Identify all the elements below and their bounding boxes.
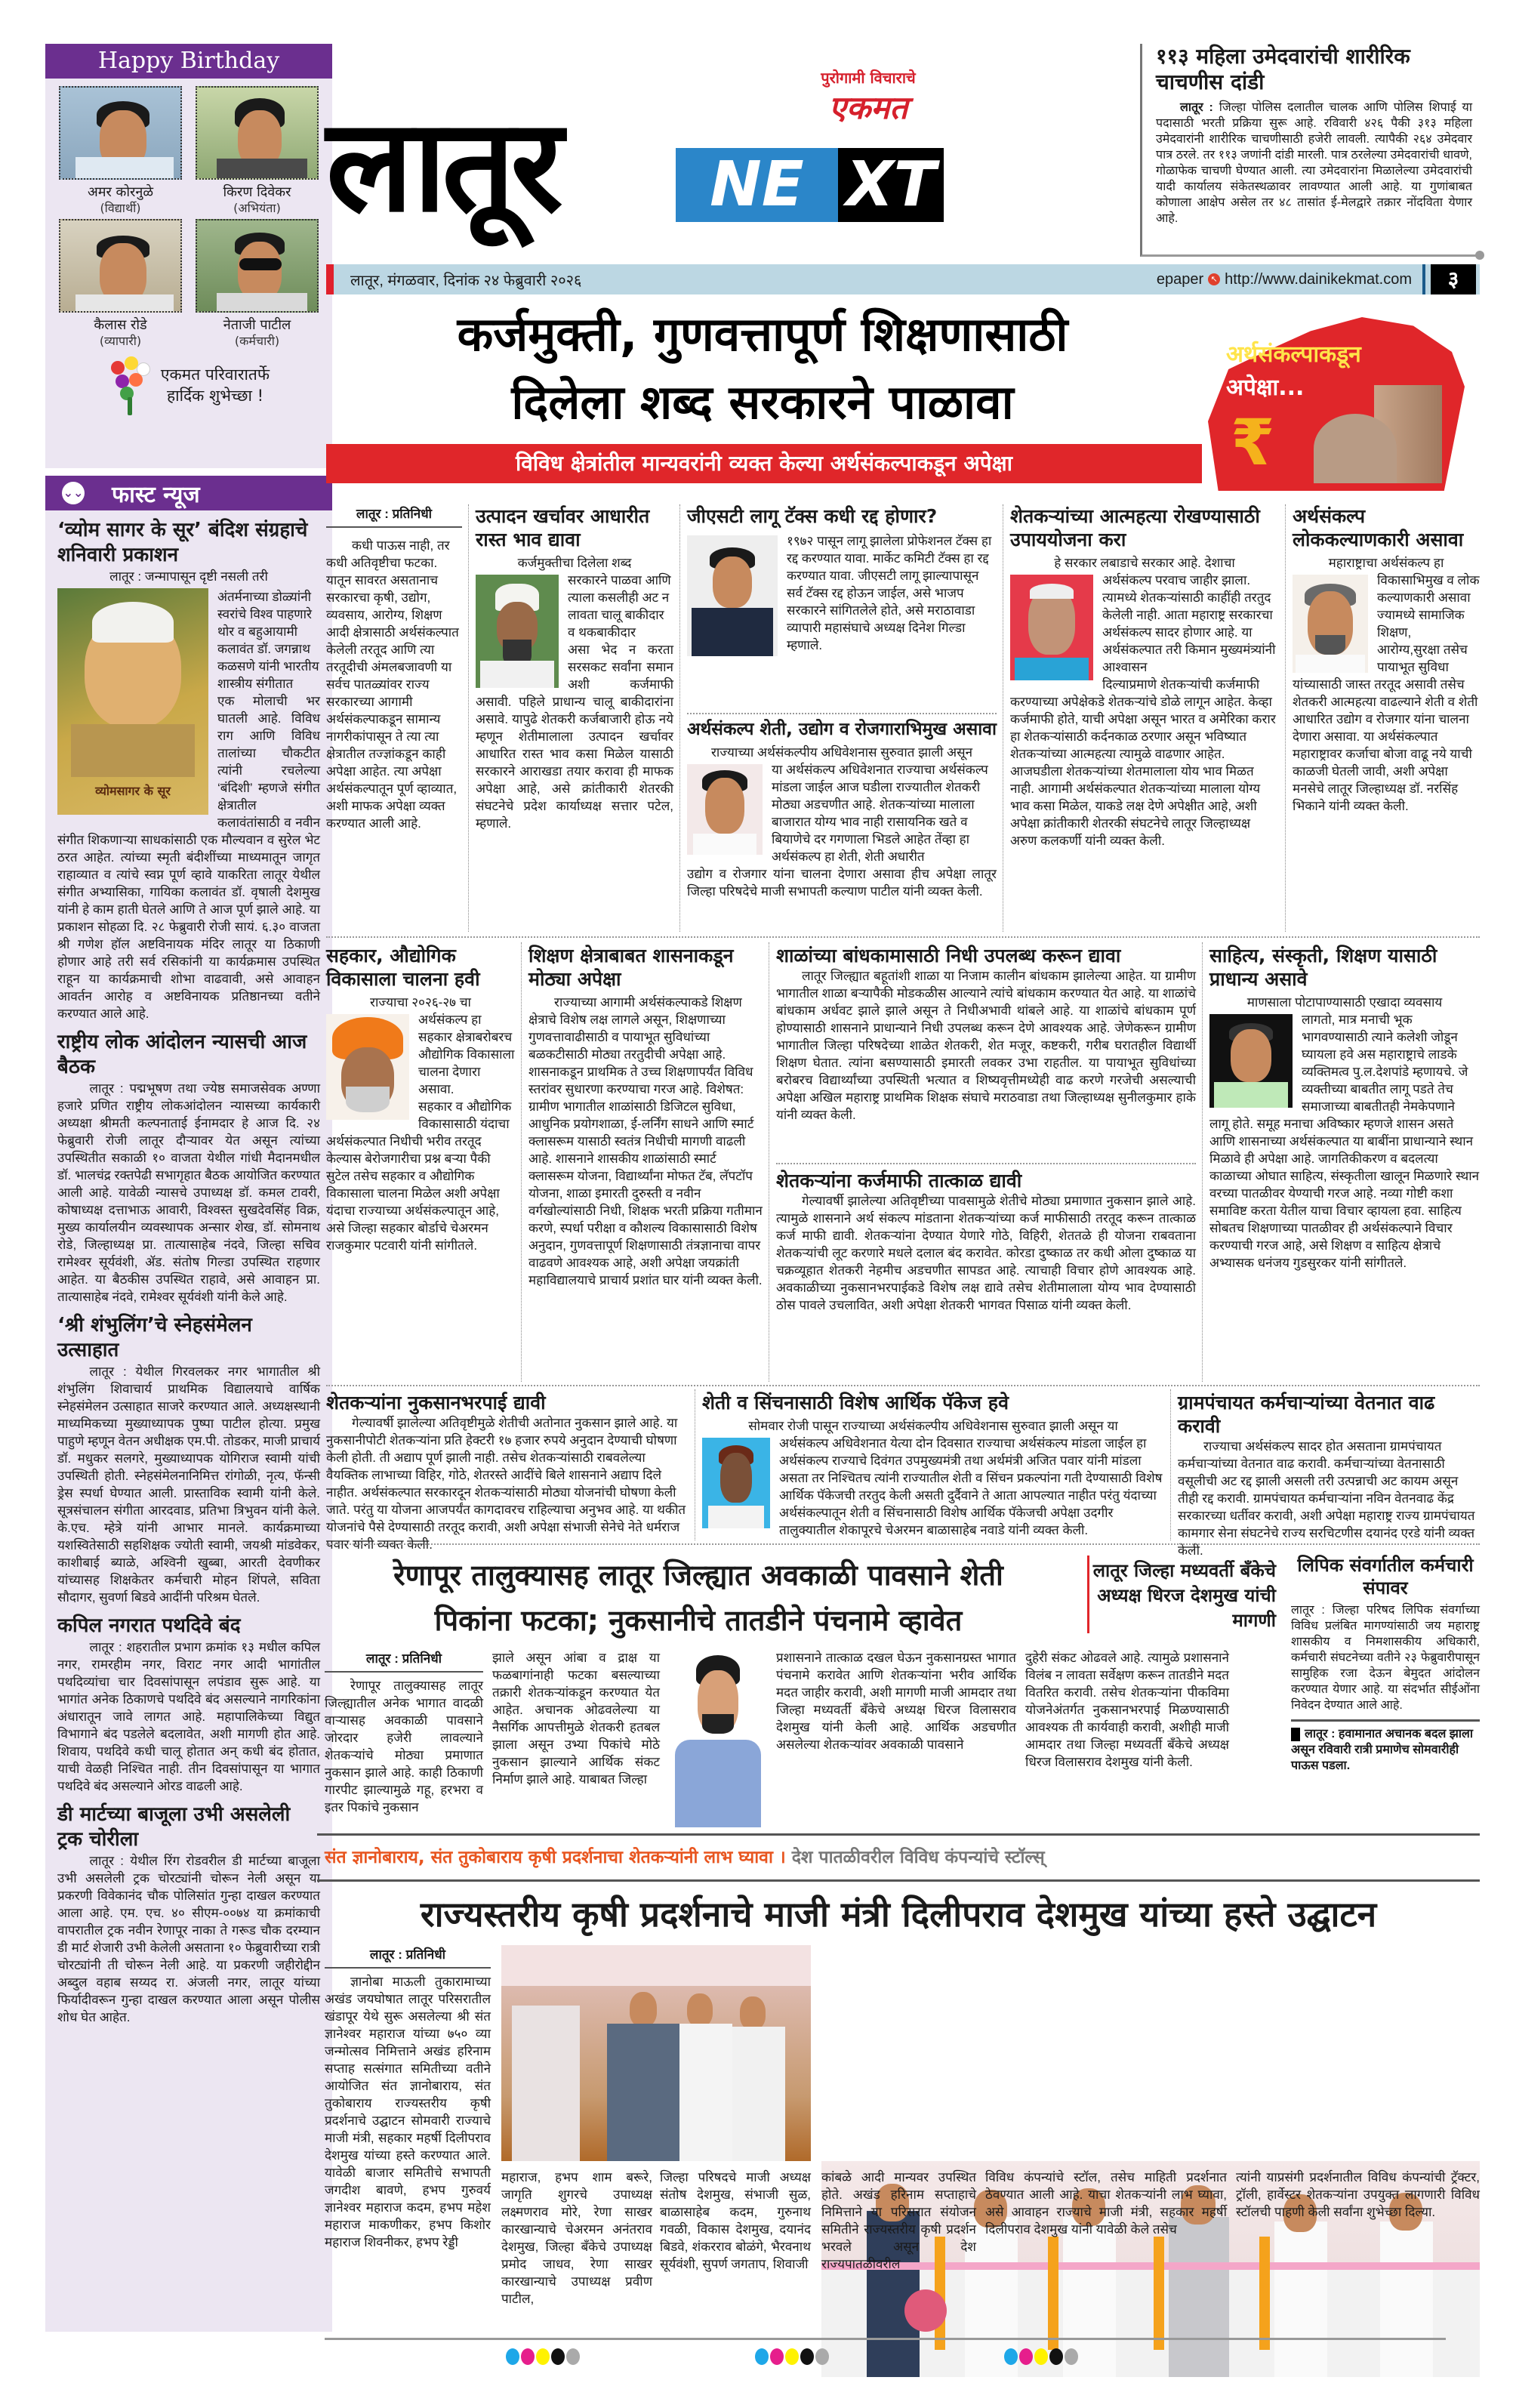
news-lead: लातूर : जन्मापासून दृष्टी नसली तरी bbox=[109, 569, 268, 584]
article-body: अर्थसंकल्प परवाच जाहीर झाला. त्यामध्ये शेतकऱ्यांसाठी काहींही तरतुद केलेली नाही. आता महाराष्ट्र सरकारचा अर्थसंकल्प सादर होणार आहे. या अर्थसंकल्पात तरी किमान मुख्यमंत्र्यांनी आश्वासन bbox=[1102, 573, 1276, 674]
article-headline: अर्थसंकल्प लोककल्याणकारी असावा bbox=[1293, 505, 1464, 550]
person-name: अमर कोरनुळे bbox=[87, 184, 154, 200]
article-headline: शेतकऱ्यांना कर्जमाफी तात्काळ द्यावी bbox=[776, 1170, 1022, 1192]
next-logo bbox=[676, 148, 944, 222]
article-gst bbox=[687, 504, 997, 708]
article-sheti-udyog bbox=[687, 719, 997, 932]
registration-dot bbox=[536, 2348, 550, 2365]
person-photo bbox=[1209, 1014, 1293, 1108]
column-divider bbox=[1202, 942, 1203, 1382]
fast-news-item bbox=[45, 518, 332, 1022]
news-headline: कपिल नगरात पथदिवे बंद bbox=[57, 1614, 241, 1637]
registration-dot bbox=[506, 2348, 519, 2365]
article-body: कधी पाऊस नाही, तर कधी अतिवृष्टीचा फटका. यातून सावरत असतानाच सरकारचा कृषी, उद्योग, व्यवसाय, आरोग्य, शिक्षण आदी क्षेत्रासाठी अर्थसंकल्पात केलेली तरतूद आणि त्या तरतूदीची अंमलबजावणी या सर्वच पातळ्यांवर राज्य सरकारच्या आगामी अर्थसंकल्पाकडून सामान्य नागरीकांपासून ते त्या त्या क्षेत्रातील तज्ज्ञांकडून काही अपेक्षा आहेत. त्या अपेक्षा अर्थसंकल्पातून पूर्ण व्हाव्यात, अशी माफक अपेक्षा व्यक्त करण्यात आली आहे. bbox=[326, 538, 459, 831]
article-headline: ग्रामपंचायत कर्मचाऱ्यांच्या वेतनात वाढ करावी bbox=[1178, 1392, 1435, 1437]
inauguration-photo bbox=[501, 1945, 811, 2161]
registration-dot bbox=[755, 2348, 769, 2365]
article-shikshan bbox=[528, 944, 763, 1380]
news-body: जिल्हा पोलिस दलातील चालक आणि पोलिस शिपाई या पदासाठी भरती प्रक्रिया सुरू आहे. रविवारी ४२६ पैकी ३१३ महिला उमेदवारांनी शारीरिक चाचणीसाठी हजेरी लावली. त्यापैकी २६४ उमेदवार पात्र ठरले. तर ११३ जणांनी दांडी मारली. पात्र ठरलेल्या उमेदवारांची धावणे, गोळाफेक चाचणी घेण्यात आली. त्या उमेदवारांना मिळालेल्या उमेदवारांची यादी कार्यालय संकेतस्थळावर लावण्यात आली आहे. या गुणांबाबत कोणाला आक्षेप असेल तर ४८ तासांत ई-मेलद्वारे तक्रार नोंदविता येणार आहे. bbox=[1156, 101, 1472, 225]
person-photo bbox=[687, 535, 778, 656]
cursor-arrow-icon: ↖ bbox=[1208, 273, 1220, 285]
news-body: एक मोलाची भर घातली आहे. विविध राग आणि विविध तालांच्या चौकटीत त्यांनी रचलेल्या ‘बंदिशी’ म्हणजे संगीत क्षेत्रातील कलावंतांसाठी व नवीन संगीत शिकणाऱ्या साधकांसाठी एक मौल्यवान व सुरेल भेट ठरत आहेत. त्यांच्या स्मृती बंदीशींच्या माध्यमातून जागृत राहाव्यात व त्यांचे स्वप्न पूर्ण व्हावे याकरिता लातूर येथील संगीत अभ्यासिका, गायिका कलावंत डॉ. वृषाली देशमुख यांनी हे काम हाती घेतले आणि ते आज पूर्ण झाले आहे. या प्रकाशन सोहळा दि. २८ फेब्रुवारी रोजी सायं. ६.३० वाजता श्री गणेश हॉल अष्टविनायक मंदिर लातूर या ठिकाणी होणार आहे तरी सर्व रसिकांनी या कार्यक्रमास उपस्थित राहून या कार्यक्रमाची शोभा वाढवावी, असे आवाहन आवर्तन आरोह व अष्टविनायक प्रतिष्ठानच्या वतीने करण्यात आले आहे. bbox=[57, 694, 320, 1021]
article-utpadan bbox=[476, 504, 673, 932]
birthday-person bbox=[59, 219, 182, 349]
article-intro: सोमवार रोजी पासून राज्याच्या अर्थसंकल्पीय अधिवेशनास सुरुवात झाली असून या bbox=[748, 1419, 1118, 1433]
person-role: (विद्यार्थी) bbox=[100, 201, 141, 215]
weather-brief bbox=[1291, 1719, 1480, 1774]
person-photo bbox=[196, 219, 319, 313]
registration-dot bbox=[815, 2348, 829, 2365]
article-body: लागू होते. समूह मनाचा अविष्कार म्हणजे शासन असते आणि शासनाच्या अर्थसंकल्पात या बाबींना प्राधान्याने स्थान मिळावे ही अपेक्षा आहे. जागतिकीकरण व बदलत्या काळाच्या ओघात साहित्य, संस्कृतीला खालून मिळणारे स्थान वरच्या पातळीवर येण्याची गरज आहे. नव्या गोष्टी कशा समाविष्ट करता येतील याचा विचार व्हायला हवा. साहित्य सोबतच शिक्षणाच्या पातळीवर ही अर्थसंकल्पाने विचार करण्याची गरज आहे, असे शिक्षण व साहित्य क्षेत्राचे अभ्यासक धनंजय गुडसुरकर यांनी सांगीतले. bbox=[1209, 1117, 1480, 1270]
article-karjmafi bbox=[776, 1169, 1196, 1380]
byline: लातूर : प्रतिनिधी bbox=[325, 1649, 483, 1673]
person-photo bbox=[1010, 575, 1093, 680]
article-body: झाले असून आंबा व द्राक्ष या फळबागांनाही फटका बसल्याच्या तक्रारी शेतकऱ्यांकडून करण्यात येत आहेत. अचानक ओढवलेल्या या नैसर्गिक आपत्तीमुळे शेतकरी हतबल झाला असून उभ्या पिकांचे मोठे नुकसान झाल्याने आर्थिक संकट निर्माण झाले आहे. याबाबत जिल्हा bbox=[492, 1651, 660, 1787]
next-logo-part2: XT bbox=[838, 148, 944, 222]
article-body: गेल्यावर्षी झालेल्या अतिवृष्टीच्या पावसामुळे शेतीचे मोठ्या प्रमाणात नुकसान झाले आहे. त्यामुळे शासनाने अर्थ संकल्प मांडताना शेतकऱ्यांच्या कर्ज माफीसाठी तरतूद करून तात्काळ कर्ज माफी द्यावी. शेतकऱ्यांना देण्यात येणारे गोठे, विहिरी, शेततळे ही योजना राबवताना शेतकऱ्यांची लूट करणारे मधले दलाल बंद करावेत. कोरडा दुष्काळ तर कधी ओला दुष्काळ या चक्रव्यूहात शेतकरी नेहमीच अडचणीत सापडत आहे. त्याचाही विचार होणे आवश्यक आहे. अवकाळीच्या नुकसानभरपाईकडे विशेष लक्ष द्यावे तसेच शेतीमालाला योग्य भाव देण्यासाठी ठोस पावले उचलावित, अशी अपेक्षा शेतकरी भागवत पिसाळ यांनी व्यक्त केली. bbox=[776, 1194, 1196, 1312]
article-body: या अर्थसंकल्प अधिवेशनात राज्याचा अर्थसंकल्प मांडला जाईल आज घडीला राज्यातील शेतकरी मोठ्या अडचणीत आहे. शेतकऱ्यांच्या मालाला बाजारात योग्य भाव नाही रासायनिक खते व बियाणेचे दर गगणाला भिडले आहेत तेंव्हा हा अर्थसंकल्प हा शेती, शेती अधारीत bbox=[772, 763, 988, 864]
strap-separator: । bbox=[778, 1848, 786, 1867]
brief-text: लातूर : हवामानात अचानक बदल झाला असून रविवारी रात्री प्रमाणेच सोमवारीही पाऊस पडला. bbox=[1291, 1728, 1474, 1772]
article-body: लातूर : जिल्हा परिषद लिपिक संवर्गाच्या विविध प्रलंबित मागण्यांसाठी जय महाराष्ट्र शासकीय व निमशासकीय अधिकारी, कर्मचारी संघटनेच्या वतीने २३ फेब्रुवारीपासून सामुहिक रजा देऊन बेमुदत आंदोलन करण्यात येणार आहे. या संदर्भात सीईओंना निवेदन देण्यात आले आहे. bbox=[1291, 1604, 1480, 1712]
article-lokkalyan bbox=[1293, 504, 1480, 932]
registration-marks bbox=[506, 2348, 580, 2365]
bottom-rule bbox=[325, 2338, 1446, 2340]
double-chevron-down-icon: ⌄⌄ bbox=[62, 482, 85, 504]
epaper-label: epaper bbox=[1156, 270, 1204, 288]
lead-headline-line2: दिलेला शब्द सरकारने पाळावा bbox=[511, 375, 1014, 430]
registration-dot bbox=[566, 2348, 580, 2365]
date-bar-accent bbox=[326, 264, 334, 294]
article-body: दुहेरी संकट ओढवले आहे. त्यामुळे प्रशासनाने विलंब न लावता सर्वेक्षण करून तातडीने मदत वितरित करावी. तसेच शेतकऱ्यांना पीकविमा योजनेअंतर्गत नुकसानभरपाई मिळण्यासाठी आवश्यक ती कार्यवाही करावी, अशीही माजी आमदार तथा जिल्हा मध्यवर्ती बँकेचे अध्यक्ष धिरज विलासराव देशमुख यांनी केली. bbox=[1025, 1651, 1229, 1769]
birthday-title: Happy Birthday bbox=[45, 44, 332, 79]
news-headline: ‘व्योम सागर के सूर’ बंदिश संग्रहाचे शनिवारी प्रकाशन bbox=[57, 519, 308, 566]
headline-line1: रेणापूर तालुक्यासह लातूर जिल्ह्यात अवकाळी पावसाने शेती bbox=[393, 1559, 1003, 1592]
news-headline: डी मार्टच्या बाजूला उभी असलेली ट्रक चोरीला bbox=[57, 1803, 291, 1851]
birthday-box bbox=[45, 44, 332, 468]
lead-intro bbox=[326, 504, 462, 932]
article-nuksan bbox=[326, 1391, 689, 1552]
person-photo bbox=[476, 575, 559, 688]
strap-secondary: देश पातळीवरील विविध कंपन्यांचे स्टॉल्स् bbox=[791, 1848, 1045, 1867]
fast-news-item bbox=[45, 1802, 332, 2026]
article-intro: राज्याच्या अर्थसंकल्पीय अधिवेशनास सुरुवात झाली असून bbox=[710, 745, 973, 760]
registration-dot bbox=[521, 2348, 535, 2365]
person-photo bbox=[326, 1014, 409, 1120]
row-divider bbox=[687, 713, 997, 714]
person-name: नेताजी पाटील bbox=[223, 317, 291, 333]
registration-marks bbox=[1004, 2348, 1078, 2365]
epaper-link[interactable] bbox=[1157, 271, 1422, 288]
article-body: असा भेद न करता सरसकट सर्वांना समान अशी कर्जमाफी असावी. पहिले प्राधान्य चालू बाकीदारांना असावे. यापुढे शेतकरी कर्जबाजारी होऊ नये म्हणून शेतीमालाला उत्पादन खर्चावर आधारित रास्त भाव कसा मिळेल यासाठी सरकारने आराखडा तयार करावा ही माफक अपेक्षा आहे, असे क्रांतीकारी शेतरकी संघटनेचे प्रदेश कार्याध्यक्ष सत्तार पटेल, म्हणाले. bbox=[476, 643, 673, 831]
bullet-square-icon bbox=[1291, 1728, 1300, 1741]
registration-dot bbox=[1034, 2348, 1048, 2365]
exhibition-strap bbox=[317, 1833, 1480, 1882]
wish-line-1: एकमत परिवारातर्फे bbox=[160, 365, 270, 384]
article-intro: माणसाला पोटापाण्यासाठी एखादा व्यवसाय bbox=[1246, 995, 1443, 1010]
article-body: दिल्याप्रमाणे शेतकऱ्यांची कर्जमाफी करण्याच्या अपेक्षेकडे शेतकऱ्यांचे डोळे लागून आहेत. केव्हा कर्जमाफी होते, याची अपेक्षा असून भारत व अमेरिका करार हा शेतकऱ्यांसाठी कर्दनकाळ ठरणार असून भविष्यात शेतकऱ्यांच्या आत्महत्या त्यामुळे वाढणार आहेत. आजघडीला शेतकऱ्यांच्या शेतमालाला योय भाव मिळत नाही. आगामी अर्थसंकल्पात शेतकऱ्यांच्या मालाला योग्य भाव कसा मिळेल, याकडे लक्ष देणे अपेक्षीत आहे, अशी अपेक्षा क्रांतीकारी शेतरकी संघटनेचे लातूर जिल्हाध्यक्ष अरुण कलकर्णी यांनी व्यक्त केली. bbox=[1010, 677, 1276, 848]
rupee-icon: ₹ bbox=[1231, 405, 1275, 479]
article-body: त्यांनी याप्रसंगी प्रदर्शनातील विविध कंपन्यांची ट्रॅक्टर, ट्रॉली, हार्वेस्टर शेतकऱ्यांना उपयुक्त लागणारी विविध स्टॉलची पाहणी केली सर्वांना शुभेच्छा दिल्या. bbox=[1236, 2170, 1480, 2219]
article-sahitya bbox=[1209, 944, 1480, 1380]
article-headline: जीएसटी लागू टॅक्स कधी रद्द होणार? bbox=[687, 505, 938, 527]
registration-dot bbox=[1065, 2348, 1078, 2365]
news-body: लातूर : येथील रिंग रोडवरील डी मार्टच्या बाजूला उभी असलेली ट्रक चोरट्यांनी चोरून नेली असून या प्रकरणी विवेकानंद चौक पोलिसांत गुन्हा दाखल करण्यात आला आहे. एम. एच. ४० सीएम-००७४ या क्रमांकाची वापरातील ट्रक नवीन रेणापूर नाका ते गरूड चौक दरम्यान डी मार्ट शेजारी उभी केलेली असताना १० फेब्रुवारीच्या रात्री चोरट्यांनी ती चोरून नेली आहे. या प्रकरणी जहीरोद्दीन अब्दुल वहाब सय्यद रा. अंजली नगर, लातूर यांच्या फिर्यादीवरून गुन्हा दाखल करण्यात आला असून पोलीस शोध घेत आहेत. bbox=[57, 1854, 320, 2024]
article-body: प्रशासनाने तात्काळ दखल घेऊन नुकसानग्रस्त भागात पंचनामे करावेत आणि शेतकऱ्यांना भरीव आर्थिक मदत जाहीर करावी, अशी मागणी माजी आमदार तथा जिल्हा मध्यवर्ती बँकेचे अध्यक्ष धिरज विलासराव देशमुख यांनी केली आहे. आर्थिक अडचणीत असलेल्या शेतकऱ्यांवर अवकाळी पावसाने bbox=[776, 1651, 1016, 1752]
epaper-url[interactable]: http://www.dainikekmat.com bbox=[1225, 270, 1412, 288]
dome-illustration bbox=[1314, 414, 1397, 483]
article-intro: महाराष्ट्राचा अर्थसंकल्प हा bbox=[1328, 556, 1444, 570]
sidebar bbox=[45, 44, 332, 2332]
registration-marks bbox=[755, 2348, 829, 2365]
person-photo bbox=[1293, 575, 1368, 673]
article-headline: उत्पादन खर्चावर आधारीत रास्त भाव द्यावा bbox=[476, 505, 650, 550]
column-divider bbox=[1285, 504, 1286, 932]
news-headline: राष्ट्रीय लोक आंदोलन न्यासची आज बैठक bbox=[57, 1031, 307, 1078]
article-body: १९७२ पासून लागू झालेला प्रोफेशनल टॅक्स हा रद्द करण्यात यावा. मार्केट कमिटी टॅक्स हा रद्द करण्यात यावा. जीएसटी लागू झाल्यापासून सर्व टॅक्स रद्द होऊन जाईल, असे भाजप सरकारने सांगितलेले होते, असे मराठावाडा व्यापारी महासंघाचे अध्यक्ष दिनेश गिल्डा म्हणाले. bbox=[787, 534, 992, 652]
row-divider bbox=[326, 1543, 1480, 1545]
article-intro: कर्जमुक्तीचा दिलेला शब्द bbox=[517, 556, 632, 570]
article-body: ज्ञानोबा माऊली तुकारामाच्या अखंड जयघोषात लातूर परिसरातील खंडापूर येथे सुरू असलेल्या श्री संत ज्ञानेश्वर महाराज यांच्या ७५० व्या जन्मोत्सव निमित्ताने अखंड हरिनाम सप्ताह सत्संगात समितीच्या वतीने आयोजित संत ज्ञानोबाराय, संत तुकोबाराय राज्यस्तरीय कृषी प्रदर्शनाचे उद्घाटन सोमवारी राज्याचे माजी मंत्री, सहकार महर्षी दिलीपराव देशमुख यांच्या हस्ते करण्यात आले. यावेळी बाजार समितीचे सभापती जगदीश बावणे, हभप गुरुवर्य ज्ञानेश्वर महाराज कदम, हभप महेश महाराज माकणीकर, हभप किशोर महाराज शिवनीकर, हभप रेड्डी bbox=[325, 1975, 491, 2249]
news-body: लातूर : पद्मभूषण तथा ज्येष्ठ समाजसेवक अण्णा हजारे प्रणित राष्ट्रीय लोकआंदोलन न्यासच्या कार्यकारी अध्यक्षा श्रीमती कल्पनाताई ईनामदार हे आज दि. २४ फेब्रुवारी रोजी लातूर दौऱ्यावर येत असून त्यांच्या उपस्थितीत सकाळी १० वाजता येथील गांधी मैदानमधील डॉ. भालचंद्र रक्तपेढी सभागृहात बैठक आयोजित करण्यात आली आहे. यावेळी न्यासचे उपाध्यक्ष डॉ. कमल टावरी, कोषाध्यक्ष दत्ताभाऊ आवारी, विश्वस्त सुखदेवसिंह विक्र, मुख्य कार्यालयीन व्यवस्थापक अन्सार शेख, डॉ. सोमनाथ रोडे, जिल्हाध्यक्ष प्रा. तात्यासाहेब नंदवे, जिल्हा सचिव रामेश्वर सूर्यवंशी, ॲड. संतोष गिल्डा उपस्थित राहणार आहेत. या बैठकीस उपस्थित राहावे, असे आवाहन प्रा. तात्यासाहेब नंदवे, रामेश्वर सूर्यवंशी यांनी केले आहे. bbox=[57, 1081, 320, 1304]
birthday-person bbox=[59, 86, 182, 216]
registration-dot bbox=[800, 2348, 814, 2365]
article-body: महाराज, हभप शाम बरूरे, जागृति शुगरचे उपाध्यक्ष लक्ष्मणराव मोरे, रेणा साखर कारखान्याचे चेअरमन अनंतराव देशमुख, जिल्हा बँकेचे उपाध्यक्ष प्रमोद जाधव, रेणा साखर कारखान्याचे उपाध्यक्ष प्रवीण पाटील, bbox=[501, 2170, 652, 2306]
registration-dot bbox=[1019, 2348, 1033, 2365]
article-body: विविध कंपन्यांचे स्टॉल, तसेच माहिती प्रदर्शनात ठेवण्यात आली आहे. याचा शेतकऱ्यांनी लाभ घ्यावा, असे आवाहन राज्याचे माजी मंत्री, सहकार महर्षी दिलीपराव देशमुख यांनी यावेळी केले तसेच bbox=[985, 2170, 1227, 2237]
lead-subheadline: विविध क्षेत्रांतील मान्यवरांनी व्यक्त केल्या अर्थसंकल्पाकडून अपेक्षा bbox=[326, 444, 1202, 483]
byline: लातूर : प्रतिनिधी bbox=[326, 504, 462, 528]
article-headline: लिपिक संवर्गातील कर्मचारी संपावर bbox=[1297, 1555, 1474, 1599]
column-divider bbox=[1170, 1389, 1171, 1540]
issue-date: लातूर, मंगळवार, दिनांक २४ फेब्रुवारी २०२६ bbox=[350, 272, 582, 289]
person-role: (कर्मचारी) bbox=[234, 334, 280, 348]
registration-dot bbox=[1049, 2348, 1063, 2365]
exhibition-body bbox=[325, 1945, 1480, 2335]
brand-name: एकमत bbox=[828, 89, 908, 126]
article-headline: शाळांच्या बांधकामासाठी निधी उपलब्ध करून द्यावा bbox=[776, 945, 1121, 967]
bouquet-icon bbox=[108, 355, 152, 415]
article-intro: राज्याचा २०२६-२७ चा bbox=[370, 995, 471, 1010]
lead-headline-line1: कर्जमुक्ती, गुणवत्तापूर्ण शिक्षणासाठी bbox=[457, 307, 1068, 362]
article-body: अर्थसंकल्प हा सहकार क्षेत्राबरोबरच औद्योगिक विकासाला चालना देणारा असावा. bbox=[418, 1013, 515, 1096]
article-body: उद्योग व रोजगार यांना चालना देणारा असावा हीच अपेक्षा लातूर जिल्हा परिषदेचे माजी सभापती कल्याण पाटील यांनी व्यक्त केली. bbox=[687, 867, 997, 899]
registration-dot bbox=[785, 2348, 799, 2365]
article-body: विकासाभिमुख व लोक कल्याणकारी असावा ज्यामध्ये सामाजिक शिक्षण, bbox=[1377, 573, 1480, 640]
birthday-person bbox=[196, 86, 319, 216]
wish-line-2: हार्दिक शुभेच्छा ! bbox=[166, 387, 263, 405]
news-headline: ११३ महिला उमेदवारांची शारीरिक चाचणीस दांडी bbox=[1156, 44, 1410, 94]
column-divider bbox=[468, 504, 469, 932]
decorative-dot bbox=[1475, 251, 1484, 260]
person-photo bbox=[687, 764, 763, 855]
article-intro: हे सरकार लबाडाचे सरकार आहे. देशाचा bbox=[1054, 556, 1235, 570]
article-headline: सहकार, औद्योगिक विकासाला चालना हवी bbox=[326, 945, 480, 990]
divider bbox=[1422, 264, 1425, 294]
masthead-logo: लातूर bbox=[326, 91, 559, 241]
birthday-person bbox=[196, 219, 319, 349]
article-headline: शिक्षण क्षेत्राबाबत शासनाकडून मोठ्या अपेक्षा bbox=[528, 945, 734, 990]
registration-dot bbox=[770, 2348, 784, 2365]
date-bar bbox=[326, 264, 1480, 294]
article-headline: शेती व सिंचनासाठी विशेष आर्थिक पॅकेज हवे bbox=[702, 1392, 1009, 1414]
article-shala bbox=[776, 944, 1196, 1160]
brand-logo bbox=[785, 68, 951, 128]
article-body: सरकारने पाळवा आणि त्याला कसलीही अट न लावता चालू बाकीदार व थकबाकीदार bbox=[568, 573, 671, 640]
article-body: लागतो, मात्र मनाची भूक भागवण्यासाठी त्याने कलेशी जोडून घ्यायला हवे अस महाराष्ट्राचे लाडके व्यक्तिमत्व पु.ल.देशपांडे म्हणायचे. जे व्यक्तीच्या बाबतीत लागू पडते तेच समाजाच्या बाबतीतही नेमकेपणाने bbox=[1302, 1013, 1468, 1114]
person-name: कैलास रोडे bbox=[94, 317, 147, 333]
renapur-side-headline: लातूर जिल्हा मध्यवर्ती बँकेचे अध्यक्ष धिरज देशमुख यांची मागणी bbox=[1087, 1555, 1276, 1633]
lead-headline bbox=[332, 301, 1193, 436]
page-number: ३ bbox=[1431, 264, 1476, 294]
registration-dot bbox=[551, 2348, 565, 2365]
person-photo bbox=[59, 86, 182, 180]
registration-dot bbox=[1004, 2348, 1018, 2365]
article-body: राज्याचा अर्थसंकल्प सादर होत असताना ग्रामपंचायत कर्मचाऱ्यांच्या वेतनात वाढ करावी. कर्मचाऱ्यांच्या वेतनासाठी वसूलीची अट रद्द झाली असली तरी उत्पन्नाची अट कायम असून तीही रद्द करावी. ग्रामपंचायत कर्मचाऱ्यांना नविन वेतनवाढ केंद्र सरकारच्या धर्तीवर करावी, अशी अपेक्षा महाराष्ट्र राज्य ग्रामपंचायत कामगार सेना संघटनेचे राज्य सरचिटणीस दयानंद एरडे यांनी व्यक्त केली. bbox=[1178, 1439, 1475, 1558]
budget-graphic bbox=[1208, 317, 1480, 491]
article-body: अर्थसंकल्प अधिवेशनात येत्या दोन दिवसात राज्याचा अर्थसंकल्प मांडला जाईल हा अर्थसंकल्प राज्याचे दिवंगत उपमुख्यमंत्री तथा अर्थमंत्री अजित पवार यांनी मांडला असता तर निश्चितच त्यांनी राज्यातील शेती व सिंचन प्रकल्पांना गती देण्यासाठी विशेष आर्थिक पॅकेजची तरतुद केली असती दुर्दैवाने ते आता आपल्यात नाहीत परंतु यंदाच्या अर्थसंकल्पातून शेती व सिंचनासाठी विशेष आर्थिक पॅकेजची अपेक्षा उदगीर तालुक्यातील शेकापूरचे चेअरमन बाळासाहेब नवाडे यांनी व्यक्त केली. bbox=[779, 1436, 1163, 1537]
article-sinchan bbox=[702, 1391, 1164, 1540]
next-logo-part1: NE bbox=[676, 148, 838, 222]
news-headline: ‘श्री शंभुलिंग’चे स्नेहसंमेलन उत्साहात bbox=[57, 1314, 252, 1361]
fast-news-title: फास्ट न्यूज bbox=[112, 481, 200, 508]
fast-news-item bbox=[45, 1030, 332, 1306]
article-body: कांबळे आदी मान्यवर उपस्थित होते. अखंड हरिनाम सप्ताहाचे निमित्ताने या परिसरात संयोजन समितीने राज्यस्तरीय कृषी प्रदर्शन भरवले असून देश राज्यपातळीवरील bbox=[821, 2170, 976, 2271]
lipik-story bbox=[1291, 1554, 1480, 1826]
news-body: लातूर : येथील गिरवलकर नगर भागातील श्री शंभुलिंग शिवाचार्य प्राथमिक विद्यालयाचे वार्षिक स्नेहसंमेलन उत्साहात साजरे करण्यात आले. अध्यक्षस्थानी माध्यमिकच्या मुख्याध्यापक पुष्पा पाटील होत्या. प्रमुख पाहुणे म्हणून वेतन अधीक्षक एम.पी. तोडकर, माजी प्राचार्य डॉ. मधुकर सलगरे, मुख्याध्यापक योगिराज स्वामी यांची उपस्थिती होती. स्नेहसंमेलनानिमित्त रांगोळी, नृत्य, फॅन्सी ड्रेस स्पर्धा घेण्यात आली. प्रास्ताविक स्वामी यांनी केले. सूत्रसंचालन संगीता आरदवाड, प्रतिभा त्रिभुवन यांनी केले. के.एच. म्हेत्रे यांनी आभार मानले. कार्यक्रमाच्या यशस्वितेसाठी सहशिक्षक ज्योती स्वामी, जयश्री मांडवेकर, काशीबाई ब्याळे, अश्विनी खुब्बा, आरती देवणीकर यांच्यासह शिक्षकेतर कर्मचारी मोहन शिंपले, सविता सौदागर, सुवर्णा बिडवे आदींनी परिश्रम घेतले. bbox=[57, 1364, 320, 1605]
row-divider bbox=[326, 936, 1480, 938]
fast-news-item bbox=[45, 1313, 332, 1606]
article-body: आरोग्य,सुरक्षा तसेच पायाभूत सुविधा यांच्यासाठी जास्त तरतूद असावी तसेच शेतकरी आत्महत्या वाढल्याने शेती व शेती आधारित उद्योग व रोजगार यांना चालना देणारा असावा. या अर्थसंकल्पात महाराष्ट्रावर कर्जाचा बोजा वाढू नये याची काळजी घेतली जावी, अशी अपेक्षा मनसेचे लातूर जिल्हाध्यक्ष डॉ. नरसिंह भिकाने यांनी व्यक्त केली. bbox=[1293, 643, 1478, 813]
person-photo bbox=[196, 86, 319, 180]
person-role: (अभियंता) bbox=[233, 201, 281, 215]
birthday-wish bbox=[45, 355, 332, 415]
top-right-news bbox=[1140, 44, 1480, 257]
fast-news-panel bbox=[45, 476, 332, 2332]
column-divider bbox=[679, 504, 680, 932]
graphic-subtitle: अपेक्षा... bbox=[1226, 375, 1305, 401]
strap-primary: संत ज्ञानोबाराय, संत तुकोबाराय कृषी प्रदर्शनाचा शेतकऱ्यांनी लाभ घ्यावा bbox=[325, 1848, 773, 1867]
renapur-headline bbox=[317, 1552, 1080, 1643]
person-name: किरण दिवेकर bbox=[223, 184, 291, 200]
row-divider bbox=[326, 1385, 1480, 1386]
person-photo bbox=[59, 219, 182, 313]
article-grampanchayat bbox=[1178, 1391, 1480, 1558]
article-sahakar bbox=[326, 944, 515, 1380]
book-cover-image bbox=[57, 588, 208, 815]
article-body: राज्याच्या आगामी अर्थसंकल्पाकडे शिक्षण क्षेत्राचे विशेष लक्ष लागले असून, शिक्षणाच्या गुणवत्तावाढीसाठी व पायाभूत सुविधांच्या बळकटीसाठी मोठ्या तरतुदीची अपेक्षा आहे. शासनाकडून प्राथमिक ते उच्च शिक्षणापर्यंत विविध स्तरांवर सुधारणा करण्याचा गरज आहे. विशेषत: ग्रामीण भागातील शाळांसाठी डिजिटल सुविधा, आधुनिक प्रयोगशाळा, ई-लर्निंग साधने आणि स्मार्ट क्लासरूम यासाठी स्वतंत्र निधीची मागणी वाढली आहे. शासनाने शासकीय शाळांसाठी स्मार्ट क्लासरूम योजना, विद्यार्थ्यांना मोफत टॅब, लॅपटॉप योजना, शाळा इमारती दुरुस्ती व नवीन वर्गखोल्यांसाठी निधी, शिक्षक भरती प्रक्रिया गतीमान करणे, स्पर्धा परीक्षा व कौशल्य विकासासाठी विशेष अनुदान, गुणवत्तापूर्ण शिक्षणासाठी तंत्रज्ञानाचा वापर वाढवणे आवश्यक आहे, अशी अपेक्षा जयक्रांती महाविद्यालयाचे प्राचार्य प्रशांत घार यांनी व्यक्त केली. bbox=[528, 995, 763, 1287]
brand-tagline: पुरोगामी विचाराचे bbox=[821, 69, 916, 87]
row-divider bbox=[776, 1163, 1196, 1164]
article-headline: शेतकऱ्यांच्या आत्महत्या रोखण्यासाठी उपाययोजना करा bbox=[1010, 505, 1260, 550]
person-photo bbox=[702, 1438, 770, 1528]
news-body: अंतर्मनाच्या डोळ्यांनी स्वरांचे विश्व पाहणारे थोर व बहुआयामी कलावंत डॉ. जगन्नाथ कळसणे यांनी भारतीय शास्त्रीय संगीतात bbox=[217, 590, 319, 691]
article-body: गेल्यावर्षी झालेल्या अतिवृष्टीमुळे शेतीची अतोनात नुकसान झाले आहे. या नुकसानीपोटी शेतकऱ्यांना प्रति हेक्टरी १७ हजार रुपये अनुदान देण्याची घोषणा केली होती. ती अद्याप पूर्ण झाली नाही. तसेच शेतकऱ्यांसाठी राबवलेल्या वैयक्तिक लाभाच्या विहिर, गोठे, शेतरस्ते आदींचे बिले शासनाने अद्याप दिले नाहीत. अर्थसंकल्पात सरकारदून शेतकऱ्यांसाठी मोठ्या योजनांची घोषणा केली जाते. परंतु या योजना आजपर्यंत कागदावरच राहिल्याचा अनुभव आहे. या थकीत योजनांचे पैसे देण्यासाठी तरतूद करावी, अशी अपेक्षा संभाजी सेनेचे नेते धर्मराज पवार यांनी व्यक्त केली. bbox=[326, 1416, 686, 1552]
byline: लातूर : प्रतिनिधी bbox=[325, 1945, 491, 1969]
article-headline: साहित्य, संस्कृती, शिक्षण यासाठी प्राधान्य असावे bbox=[1209, 945, 1437, 990]
book-title: व्योमसागर के सूर bbox=[95, 784, 171, 798]
article-body: जिल्हा परिषदचे माजी अध्यक्ष संतोष देशमुख, संभाजी सुळ, बाळासाहेब कदम, गुरुनाथ गवळी, विकास देशमुख, दयानंद बिडवे, शंकरराव बोळंगे, भैरवनाथ सूर्यवंशी, सुपर्ण जगताप, शिवाजी bbox=[660, 2170, 811, 2271]
fast-news-item bbox=[45, 1614, 332, 1795]
fast-news-header bbox=[45, 476, 332, 510]
graphic-title: अर्थसंकल्पाकडून bbox=[1226, 341, 1361, 368]
column-divider bbox=[521, 942, 522, 1382]
article-body: लातूर जिल्ह्यात बहूतांशी शाळा या निजाम कालीन बांधकाम झालेल्या आहेत. या ग्रामीण भागातील शाळा बऱ्यापैकी मोडकळीस आल्याने त्यांचे बांधकाम करण्यात येत आहे. या शाळांचे बांधकाम अर्धवट झाले झाले असून ते निधीअभावी थांबले आहे. या शाळांचे बांधकाम पूर्ण होण्यासाठी शासनाने प्राधान्याने निधी उपलब्ध करून देणे आवश्यक आहे. जेणेकरून ग्रामीण भागातील जिल्हा परिषदेच्या शाळेत शेतकरी, शेत मजूर, कष्टकरी, गरीब घरातहील विद्यार्थी शिक्षण घेतात. त्यांना बसण्यासाठी इमारती लवकर उभा राहतील. या पायाभूत सुविधांच्या बरोबरच विद्यार्थ्यांच्या उपस्थिती भत्यात व शिष्यवृत्तीमध्येही वाढ करणे गरजेची असल्याची अपेक्षा अखिल महाराष्ट्र प्राथमिक शिक्षक संघाचे मराठवाडा तथा जिल्हाध्यक्ष सुनीलकुमार हाके यांनी व्यक्त केली. bbox=[776, 969, 1196, 1122]
article-headline: शेतकऱ्यांना नुकसानभरपाई द्यावी bbox=[326, 1392, 546, 1414]
article-body: रेणापूर तालुक्यासह लातूर जिल्ह्यातील अनेक भागात वादळी वाऱ्यासह अवकाळी पावसाने जोरदार हजेरी लावल्याने शेतकऱ्यांचे मोठ्या प्रमाणात नुकसान झाले आहे. काही ठिकाणी गारपीट झाल्यामुळे गहू, हरभरा व इतर पिकांचे नुकसान bbox=[325, 1679, 483, 1814]
article-atmahatya bbox=[1010, 504, 1279, 932]
person-role: (व्यापारी) bbox=[99, 334, 142, 348]
renapur-body bbox=[325, 1649, 1283, 1827]
dateline: लातूर : bbox=[1180, 101, 1213, 114]
headline-line2: पिकांना फटका; नुकसानीचे तातडीने पंचनामे व्हावेत bbox=[434, 1604, 963, 1637]
person-photo bbox=[669, 1649, 767, 1827]
article-body: सहकार व औद्योगिक विकासासाठी यंदाचा अर्थसंकल्पात निधीची भरीव तरतूद केल्यास बेरोजगारीचा प्रश्न बऱ्या पैकी सुटेल तसेच सहकार व औद्योगिक विकासाला चालना मिळेल अशी अपेक्षा यंदाचा राज्याच्या अर्थसंकल्पातून आहे, असे जिल्हा सहकार बोर्डाचे चेअरमन राजकुमार पटवारी यांनी सांगीतले. bbox=[326, 1099, 512, 1253]
exhibition-headline: राज्यस्तरीय कृषी प्रदर्शनाचे माजी मंत्री दिलीपराव देशमुख यांच्या हस्ते उद्घाटन bbox=[420, 1894, 1377, 1935]
news-body: लातूर : शहरातील प्रभाग क्रमांक १३ मधील कपिल नगर, रामरहीम नगर, विराट नगर आदी भागांतील पथदिव्यांचा चार दिवसांपासून लपंडाव सुरू आहे. या भागांत अनेक ठिकाणचे पथदिवे बंद असल्याने नागरिकांना अंधारातून जावे लागत आहे. महापालिकेच्या विद्युत विभागाने बंद पडलेले बदलावेत, अशी मागणी होत आहे. शिवाय, पथदिवे कधी चालू होतात अन् कधी बंद होतात, याची वेळही निश्चित नाही. तीन दिवसांपासून या भागात पथदिवे बंद असल्याने ओरड वाढली आहे. bbox=[57, 1640, 320, 1793]
article-headline: अर्थसंकल्प शेती, उद्योग व रोजगाराभिमुख असावा bbox=[687, 720, 997, 739]
